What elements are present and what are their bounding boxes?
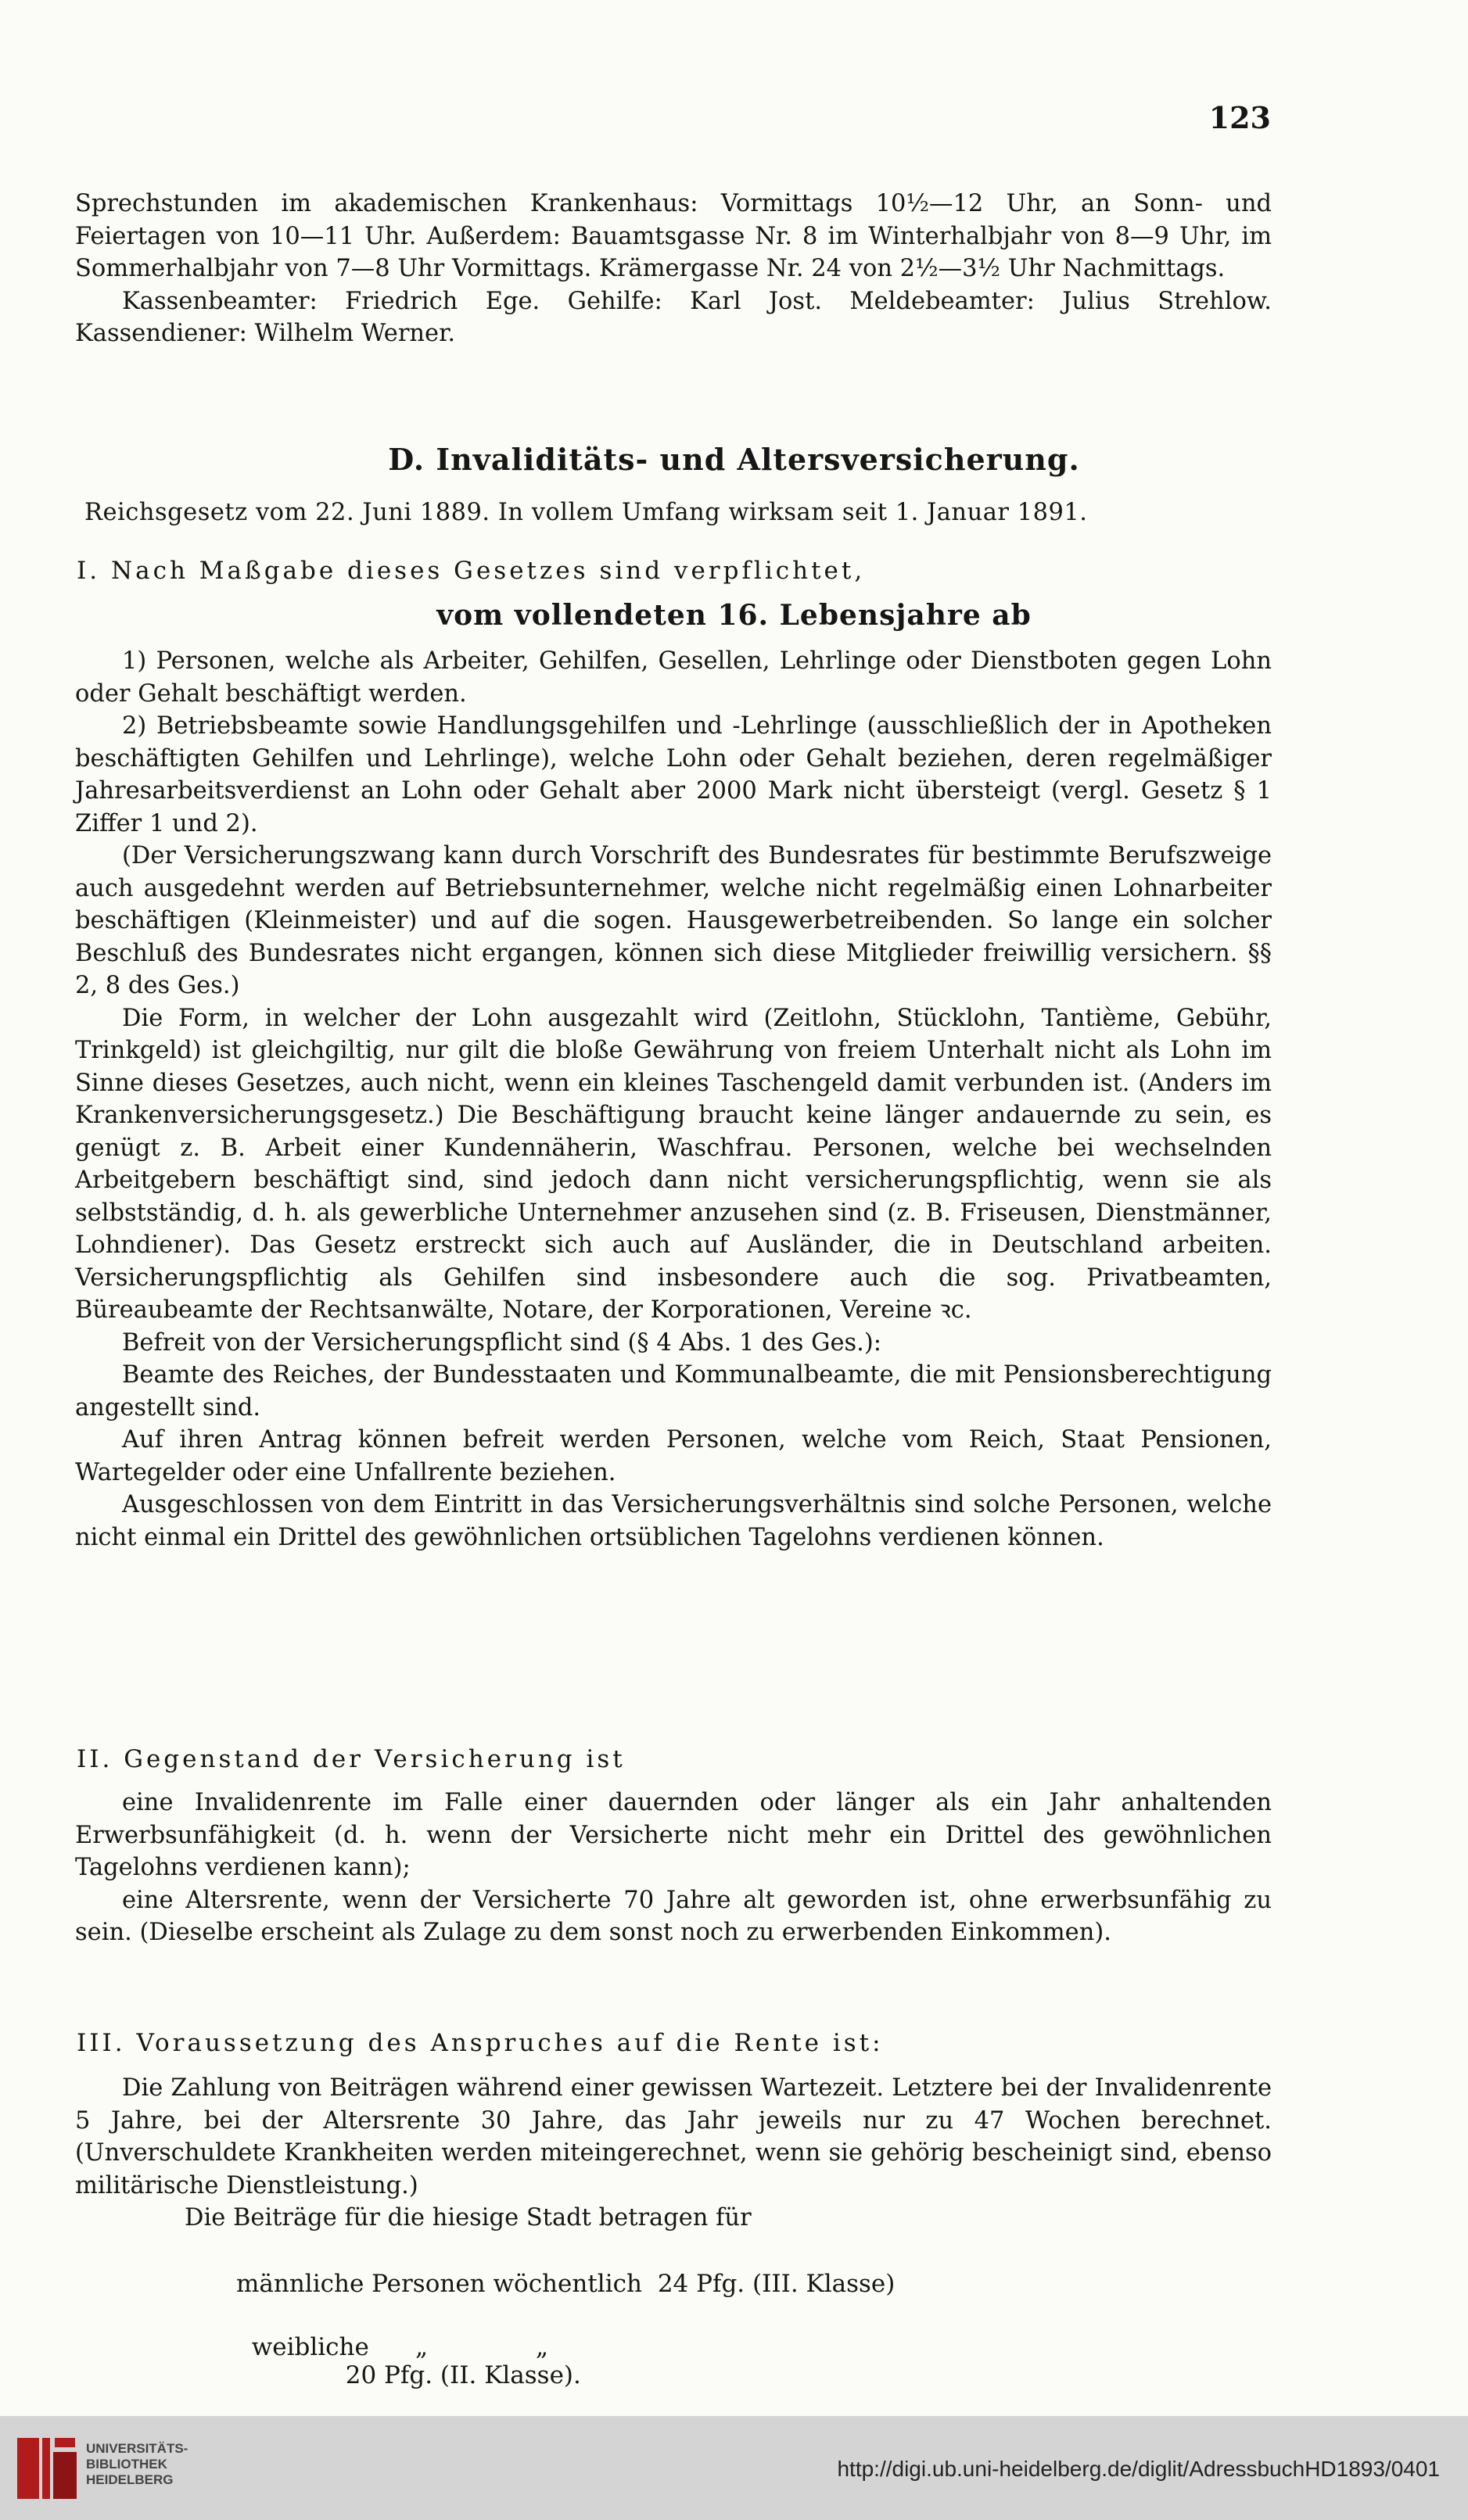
section-I-heading bbox=[77, 557, 865, 585]
tariff-label: männliche Personen wöchentlich bbox=[236, 2270, 642, 2298]
section-I-body bbox=[75, 645, 1272, 1554]
law-reference: Reichsgesetz vom 22. Juni 1889. In vollem Umfang wirksam seit 1. Januar 1891. bbox=[84, 499, 1088, 526]
section-I-prefix: I. bbox=[77, 557, 101, 585]
page-number: 123 bbox=[1208, 100, 1271, 135]
tariff-row-female bbox=[236, 2305, 581, 2389]
old-age-pension-paragraph: eine Altersrente, wenn der Versicherte 70 Jahre alt geworden ist, ohne erwerbsunfähig zu sein. (Dieselbe erscheint als Zulage zu dem sonst noch zu erwerbenden Einkommen). bbox=[75, 1886, 1272, 1946]
library-name bbox=[86, 2441, 188, 2488]
office-hours-paragraph: Sprechstunden im akademischen Krankenhaus: Vormittags 10½—12 Uhr, an Sonn- und Feiertagen von 10—11 Uhr. Außerdem: Bauamtsgasse Nr. 8 im Winterhalbjahr von 8—9 Uhr, im Sommerhalbjahr von 7—8 Uhr Vormittags. Krämergasse Nr. 24 von 2½—3½ Uhr Nachmittags. bbox=[75, 190, 1272, 282]
section-I-title: Nach Maßgabe dieses Gesetzes sind verpflichtet, bbox=[110, 557, 866, 585]
section-III-heading: III. Voraussetzung des Anspruches auf die Rente ist: bbox=[77, 2029, 884, 2057]
exemption-on-request: Auf ihren Antrag können befreit werden Personen, welche vom Reich, Staat Pensionen, Wartegelder oder eine Unfallrente beziehen. bbox=[75, 1426, 1272, 1486]
intro-block bbox=[75, 188, 1272, 350]
tariff-amount: 20 Pfg. (II. Klasse). bbox=[345, 2361, 581, 2389]
contributions-intro: Die Beiträge für die hiesige Stadt betragen für bbox=[185, 2204, 752, 2231]
section-III-body bbox=[75, 2072, 1272, 2235]
library-logo-icon bbox=[14, 2433, 80, 2504]
library-name-line: HEIDELBERG bbox=[86, 2472, 174, 2487]
age-heading: vom vollendeten 16. Lebensjahre ab bbox=[436, 599, 1032, 632]
item-1: 1) Personen, welche als Arbeiter, Gehilfen, Gesellen, Lehrlinge oder Dienstboten gegen Lohn oder Gehalt beschäftigt werden. bbox=[75, 647, 1272, 708]
section-heading: D. Invaliditäts- und Altersversicherung. bbox=[388, 442, 1080, 477]
tariff-label: weibliche „ „ bbox=[251, 2333, 549, 2361]
library-name-line: UNIVERSITÄTS- bbox=[86, 2441, 188, 2456]
bundesrat-note: (Der Versicherungszwang kann durch Vorschrift des Bundesrates für bestimmte Berufszweige auch ausgedehnt werden auf Betriebsunternehmer, welche nicht regelmäßig einen Lohnarbeiter beschäftigen (Kleinmeister) und auf die sogen. Hausgewerbetreibenden. So lange ein solcher Beschluß des Bundesrates nicht ergangen, können sich diese Mitglieder freiwillig versichern. §§ 2, 8 des Ges.) bbox=[75, 842, 1272, 999]
tariff-row-male bbox=[236, 2270, 895, 2298]
source-url-link[interactable]: http://digi.ub.uni-heidelberg.de/diglit/AdressbuchHD1893/0401 bbox=[837, 2457, 1440, 2481]
exemption-civil-servants: Beamte des Reiches, der Bundesstaaten und Kommunalbeamte, die mit Pensionsberechtigung angestellt sind. bbox=[75, 1361, 1272, 1421]
library-name-line: BIBLIOTHEK bbox=[86, 2457, 167, 2472]
exclusion-paragraph: Ausgeschlossen von dem Eintritt in das Versicherungsverhältnis sind solche Personen, welche nicht einmal ein Drittel des gewöhnlichen ortsüblichen Tagelohns verdienen können. bbox=[75, 1491, 1272, 1551]
section-II-body bbox=[75, 1787, 1272, 1949]
exemption-intro: Befreit von der Versicherungspflicht sind (§ 4 Abs. 1 des Ges.): bbox=[122, 1328, 882, 1357]
wage-form-paragraph: Die Form, in welcher der Lohn ausgezahlt wird (Zeitlohn, Stücklohn, Tantième, Gebühr, Trinkgeld) ist gleichgiltig, nur gilt die bloße Gewährung von freiem Unterhalt nicht als Lohn im Sinne dieses Gesetzes, auch nicht, wenn ein kleines Taschengeld damit verbunden ist. (Anders im Krankenversicherungsgesetz.) Die Beschäftigung braucht keine länger andauernde zu sein, es genügt z. B. Arbeit einer Kundennäherin, Waschfrau. Personen, welche bei wechselnden Arbeitgebern beschäftigt sind, sind jedoch dann nicht versicherungspflichtig, wenn sie als selbstständig, d. h. als gewerbliche Unternehmer anzusehen sind (z. B. Friseusen, Dienstmänner, Lohndiener). Das Gesetz erstreckt sich auch auf Ausländer, die in Deutschland arbeiten. Versicherungspflichtig als Gehilfen sind insbesondere auch die sog. Privatbeamten, Büreaubeamte der Rechtsanwälte, Notare, der Korporationen, Vereine ꝛc. bbox=[75, 1004, 1272, 1324]
section-II-heading: II. Gegenstand der Versicherung ist bbox=[77, 1745, 626, 1773]
waiting-period-paragraph: Die Zahlung von Beiträgen während einer gewissen Wartezeit. Letztere bei der Invalidenrente 5 Jahre, bei der Altersrente 30 Jahre, das Jahr jeweils nur zu 47 Wochen berechnet. (Unverschuldete Krankheiten werden miteingerechnet, wenn sie gehörig bescheinigt sind, ebenso militärische Dienstleistung.) bbox=[75, 2074, 1272, 2199]
invalid-pension-paragraph: eine Invalidenrente im Falle einer dauernden oder länger als ein Jahr anhaltenden Erwerbsunfähigkeit (d. h. wenn der Versicherte nicht mehr ein Drittel des gewöhnlichen Tagelohns verdienen kann); bbox=[75, 1789, 1272, 1881]
footer-bar bbox=[0, 2416, 1468, 2520]
staff-paragraph: Kassenbeamter: Friedrich Ege. Gehilfe: Karl Jost. Meldebeamter: Julius Strehlow. Kassendiener: Wilhelm Werner. bbox=[75, 287, 1272, 347]
tariff-amount: 24 Pfg. (III. Klasse) bbox=[657, 2270, 896, 2298]
item-2: 2) Betriebsbeamte sowie Handlungsgehilfen und -Lehrlinge (ausschließlich der in Apotheken beschäftigten Gehilfen und Lehrlinge), welche Lohn oder Gehalt beziehen, deren regelmäßiger Jahresarbeitsverdienst an Lohn oder Gehalt aber 2000 Mark nicht übersteigt (vergl. Gesetz § 1 Ziffer 1 und 2). bbox=[75, 712, 1272, 837]
